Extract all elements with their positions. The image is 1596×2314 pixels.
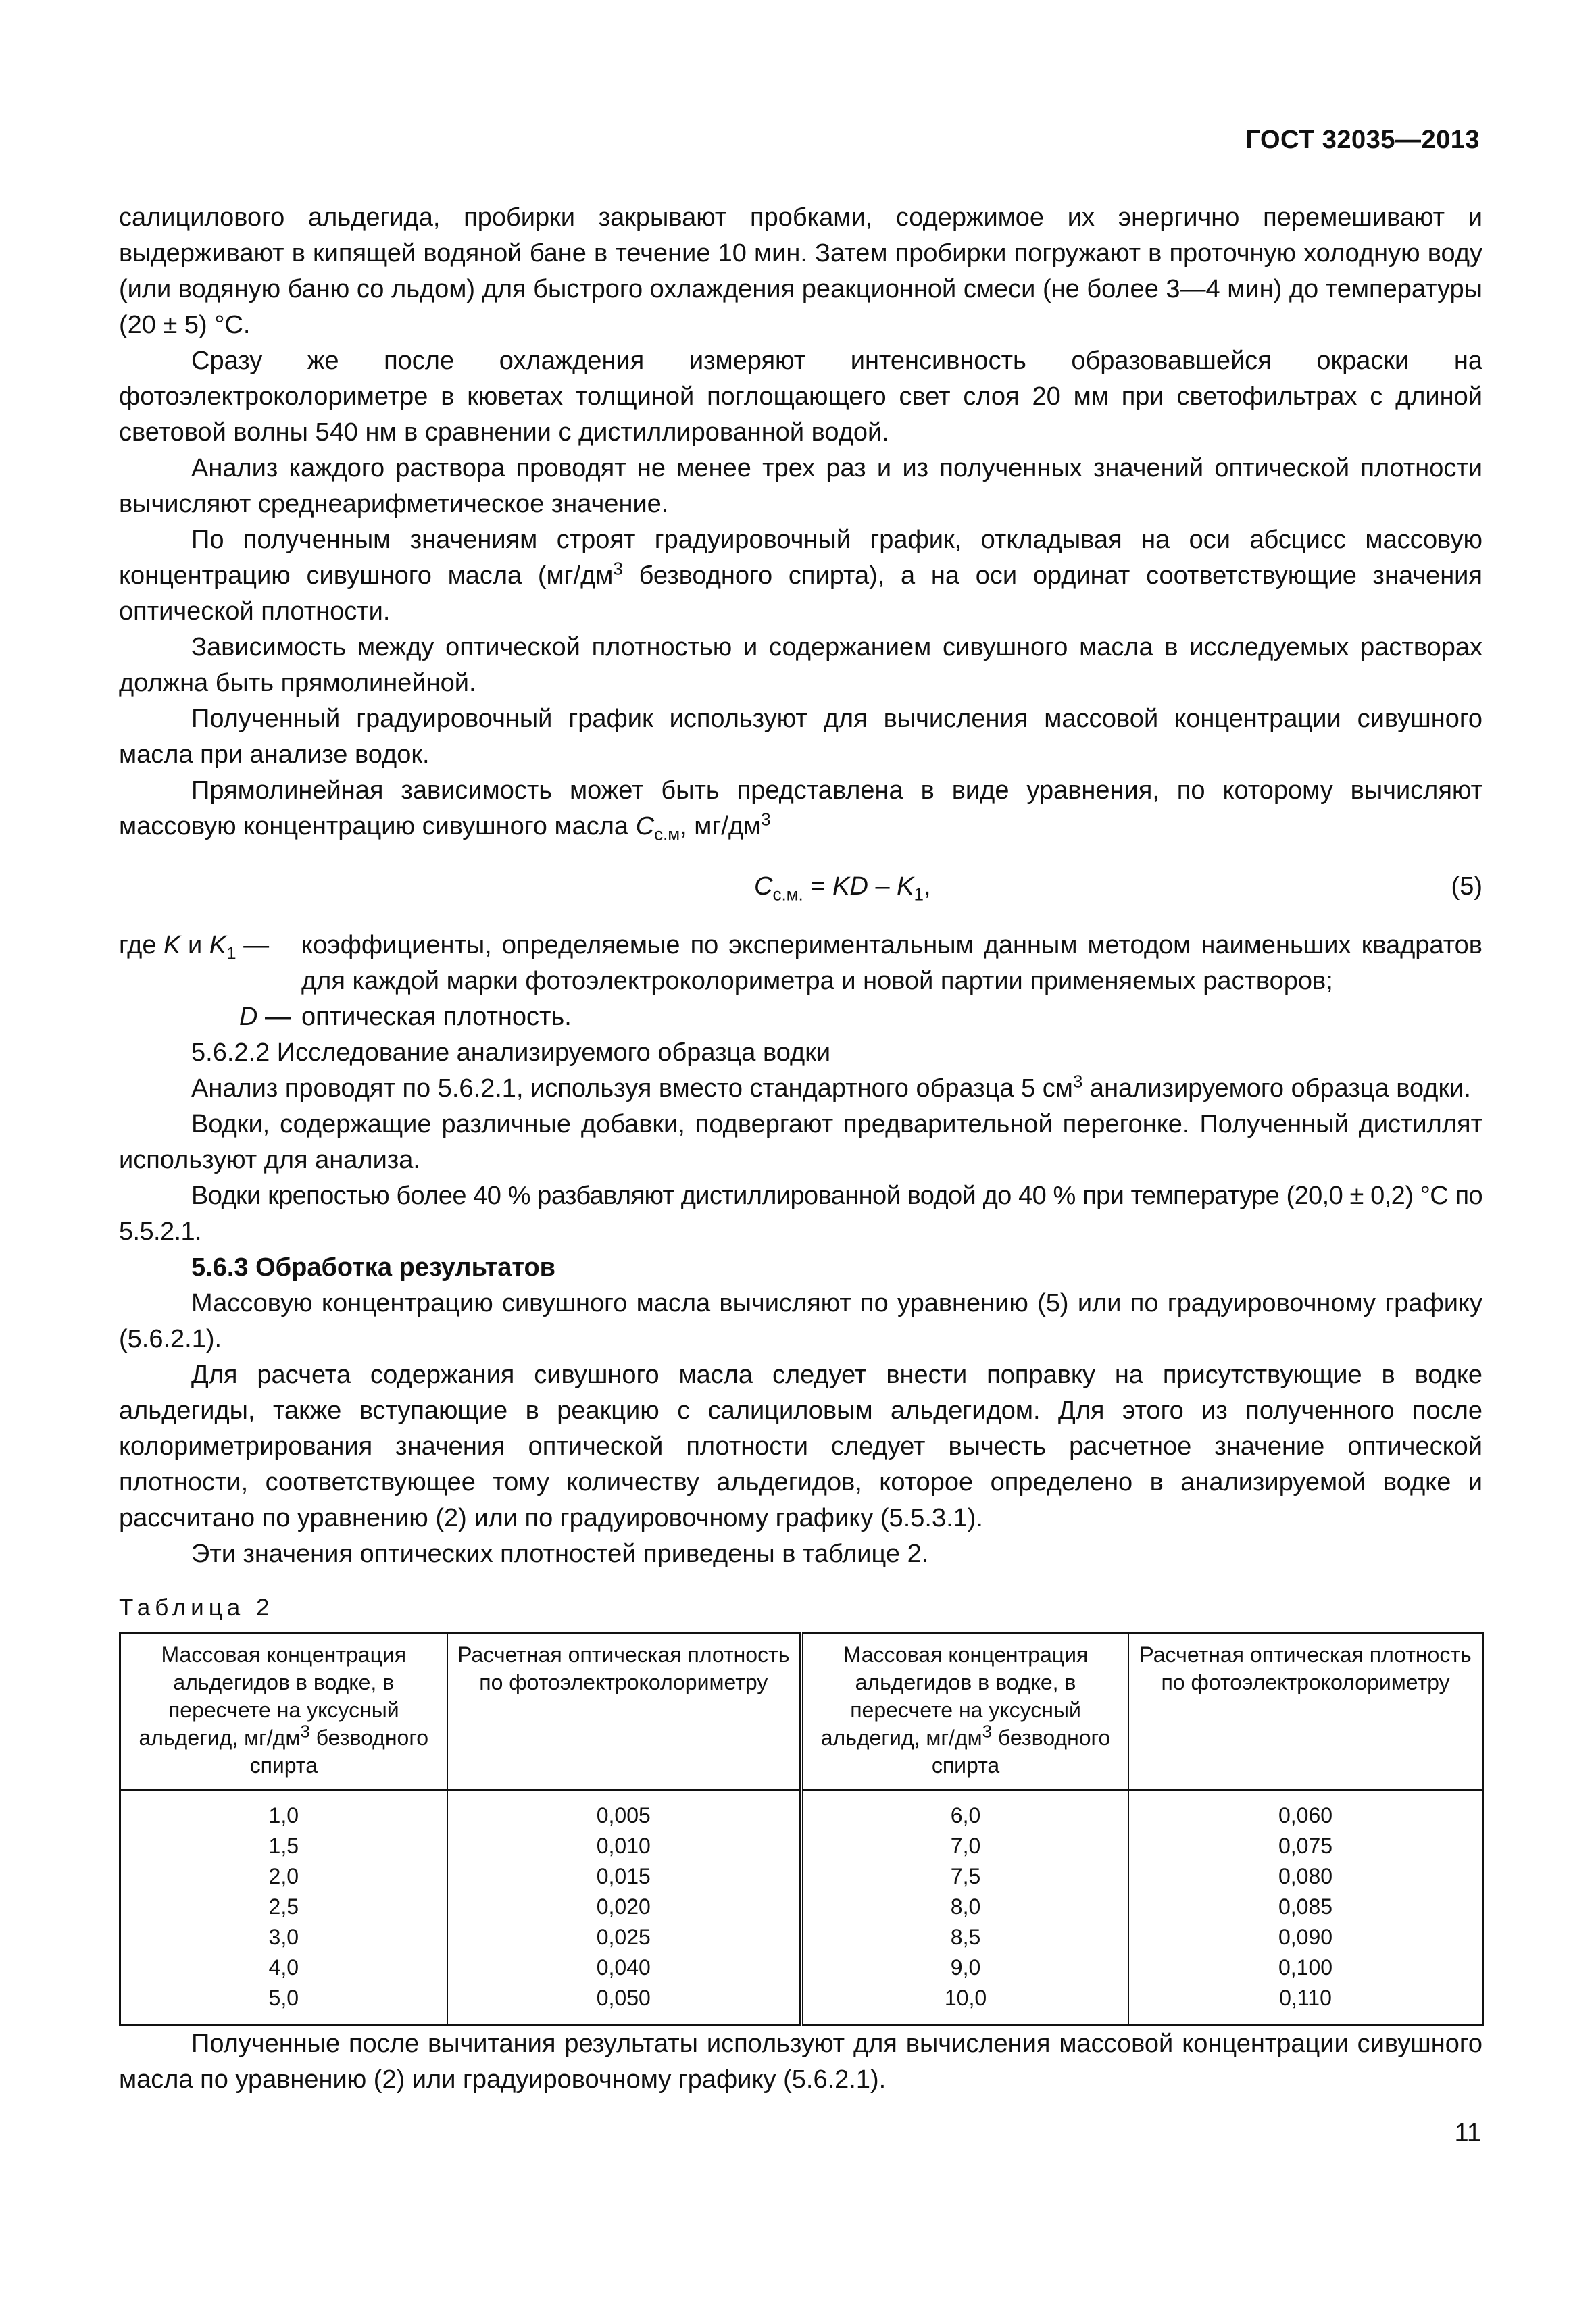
paragraph-3: Анализ каждого раствора проводят не менее трех раз и из полученных значений оптической плотности вычисляют среднеарифметическое значение. (119, 454, 1482, 518)
table-cell: 10,0 (944, 1986, 987, 2010)
paragraph-10: Водки, содержащие различные добавки, подвергают предварительной перегонке. Полученный дистиллят используют для анализа. (119, 1110, 1482, 1174)
table-cell: 0,085 (1278, 1894, 1333, 1919)
paragraph-14: Эти значения оптических плотностей приведены в таблице 2. (191, 1540, 929, 1568)
table-cell: 9,0 (950, 1955, 981, 1980)
paragraph-7: Прямолинейная зависимость может быть представлена в виде уравнения, по которому вычисляют массовую концентрацию сивушного масла $C_{с.м}$, $мг/дм^3$ (119, 776, 1482, 845)
paragraph-1: салицилового альдегида, пробирки закрывают пробками, содержимое их энергично перемешивают и выдерживают в кипящей водяной бане в течение 10 мин. Затем пробирки погружают в проточную холодную воду (или водяную баню со льдом) для быстрого охлаждения реакционной смеси (не более 3—4 мин) до температуры (20 ± 5) °С. (119, 203, 1482, 339)
table-cell: 0,005 (596, 1803, 651, 1828)
table-cell: 0,060 (1278, 1803, 1333, 1828)
table-caption: Таблица 2 (119, 1594, 274, 1621)
paragraph-15: Полученные после вычитания результаты используют для вычисления массовой концентрации сивушного масла по уравнению (2) или градуировочному графику (5.6.2.1). (119, 2030, 1482, 2094)
column-aldehyde-conc-2 (801, 1790, 1128, 2026)
table-cell: 2,0 (268, 1864, 299, 1888)
column-optical-density-1 (447, 1790, 801, 2026)
header-aldehyde-conc-2: Массовая концентрация альдегидов в водке, в пересчете на уксусный альдегид, $мг/дм^3$ безводного спирта (801, 1634, 1128, 1790)
table-cell: 6,0 (950, 1803, 981, 1828)
paragraph-6: Полученный градуировочный график используют для вычисления массовой концентрации сивушного масла при анализе водок. (119, 705, 1482, 769)
table-cell: 0,025 (596, 1925, 651, 1949)
table-cell: 0,075 (1278, 1834, 1333, 1858)
table-cell: 0,110 (1279, 1986, 1332, 2010)
where-row-d: D — оптическая плотность. (239, 1003, 572, 1031)
table-cell: 8,0 (950, 1894, 981, 1919)
main-content (119, 200, 1482, 2098)
standard-header: ГОСТ 32035—2013 (1245, 126, 1480, 154)
equation-5 (119, 869, 1482, 905)
table-cell: 4,0 (268, 1955, 299, 1980)
table-cell: 0,050 (596, 1986, 651, 2010)
table-cell: 0,010 (596, 1834, 651, 1858)
column-aldehyde-conc-1 (120, 1790, 447, 2026)
table-cell: 7,5 (950, 1864, 981, 1888)
table-header-row (120, 1634, 1483, 1790)
section-5-6-3-heading: 5.6.3 Обработка результатов (191, 1253, 556, 1282)
header-optical-density-1: Расчетная оптическая плотность по фотоэлектроколориметру (447, 1634, 801, 1790)
table-cell: 8,5 (950, 1925, 981, 1949)
header-optical-density-2: Расчетная оптическая плотность по фотоэлектроколориметру (1128, 1634, 1482, 1790)
table-cell: 1,0 (268, 1803, 299, 1828)
table-body-row (120, 1790, 1483, 2026)
paragraph-2: Сразу же после охлаждения измеряют интенсивность образовавшейся окраски на фотоэлектроколориметре в кюветах толщиной поглощающего свет слоя 20 мм при светофильтрах с длиной световой волны 540 нм в сравнении с дистиллированной водой. (119, 347, 1482, 447)
paragraph-12: Массовую концентрацию сивушного масла вычисляют по уравнению (5) или по градуировочному графику (5.6.2.1). (119, 1289, 1482, 1353)
column-optical-density-2 (1128, 1790, 1482, 2026)
section-5-6-2-2: 5.6.2.2 Исследование анализируемого образца водки (191, 1038, 831, 1067)
where-legend (119, 928, 1482, 1035)
paragraph-11: Водки крепостью более 40 % разбавляют дистиллированной водой до 40 % при температуре (20,0 ± 0,2) °С по 5.5.2.1. (119, 1182, 1482, 1246)
paragraph-13: Для расчета содержания сивушного масла следует внести поправку на присутствующие в водке альдегиды, также вступающие в реакцию с салициловым альдегидом. Для этого из полученного после колориметрирования значения оптической плотности следует вычесть расчетное значение оптической плотности, соответствующее тому количеству альдегидов, которое определено в анализируемой водке и рассчитано по уравнению (2) или по градуировочному графику (5.5.3.1). (119, 1361, 1482, 1532)
table-cell: 2,5 (268, 1894, 299, 1919)
paragraph-5: Зависимость между оптической плотностью и содержанием сивушного масла в исследуемых растворах должна быть прямолинейной. (119, 633, 1482, 697)
equation-number: (5) (1451, 872, 1482, 901)
where-row-k: где K и $K_1$ — коэффициенты, определяемые по экспериментальным данным методом наименьших квадратов для каждой марки фотоэлектроколориметра и новой партии применяемых растворов; (119, 931, 1482, 995)
table-cell: 0,015 (596, 1864, 651, 1888)
table-cell: 7,0 (950, 1834, 981, 1858)
table-cell: 0,020 (596, 1894, 651, 1919)
equation-formula: $C_{с.м.}$ = KD – $K_1$, (754, 872, 931, 905)
table-cell: 3,0 (268, 1925, 299, 1949)
page-number: 11 (1454, 2119, 1481, 2147)
table-cell: 0,090 (1278, 1925, 1333, 1949)
paragraph-9: Анализ проводят по 5.6.2.1, используя вместо стандартного образца 5 $см^3$ анализируемого образца водки. (191, 1071, 1471, 1103)
paragraph-4: По полученным значениям строят градуировочный график, откладывая на оси абсцисс массовую концентрацию сивушного масла ($мг/дм^3$ безводного спирта), а на оси ординат соответствующие значения оптической плотности. (119, 526, 1482, 626)
header-aldehyde-conc-1: Массовая концентрация альдегидов в водке, в пересчете на уксусный альдегид, $мг/дм^3$ безводного спирта (120, 1634, 447, 1790)
table-cell: 1,5 (268, 1834, 299, 1858)
table-2 (119, 1632, 1484, 2026)
table-cell: 0,080 (1278, 1864, 1333, 1888)
table-cell: 0,040 (596, 1955, 651, 1980)
table-cell: 0,100 (1278, 1955, 1333, 1980)
table-cell: 5,0 (268, 1986, 299, 2010)
